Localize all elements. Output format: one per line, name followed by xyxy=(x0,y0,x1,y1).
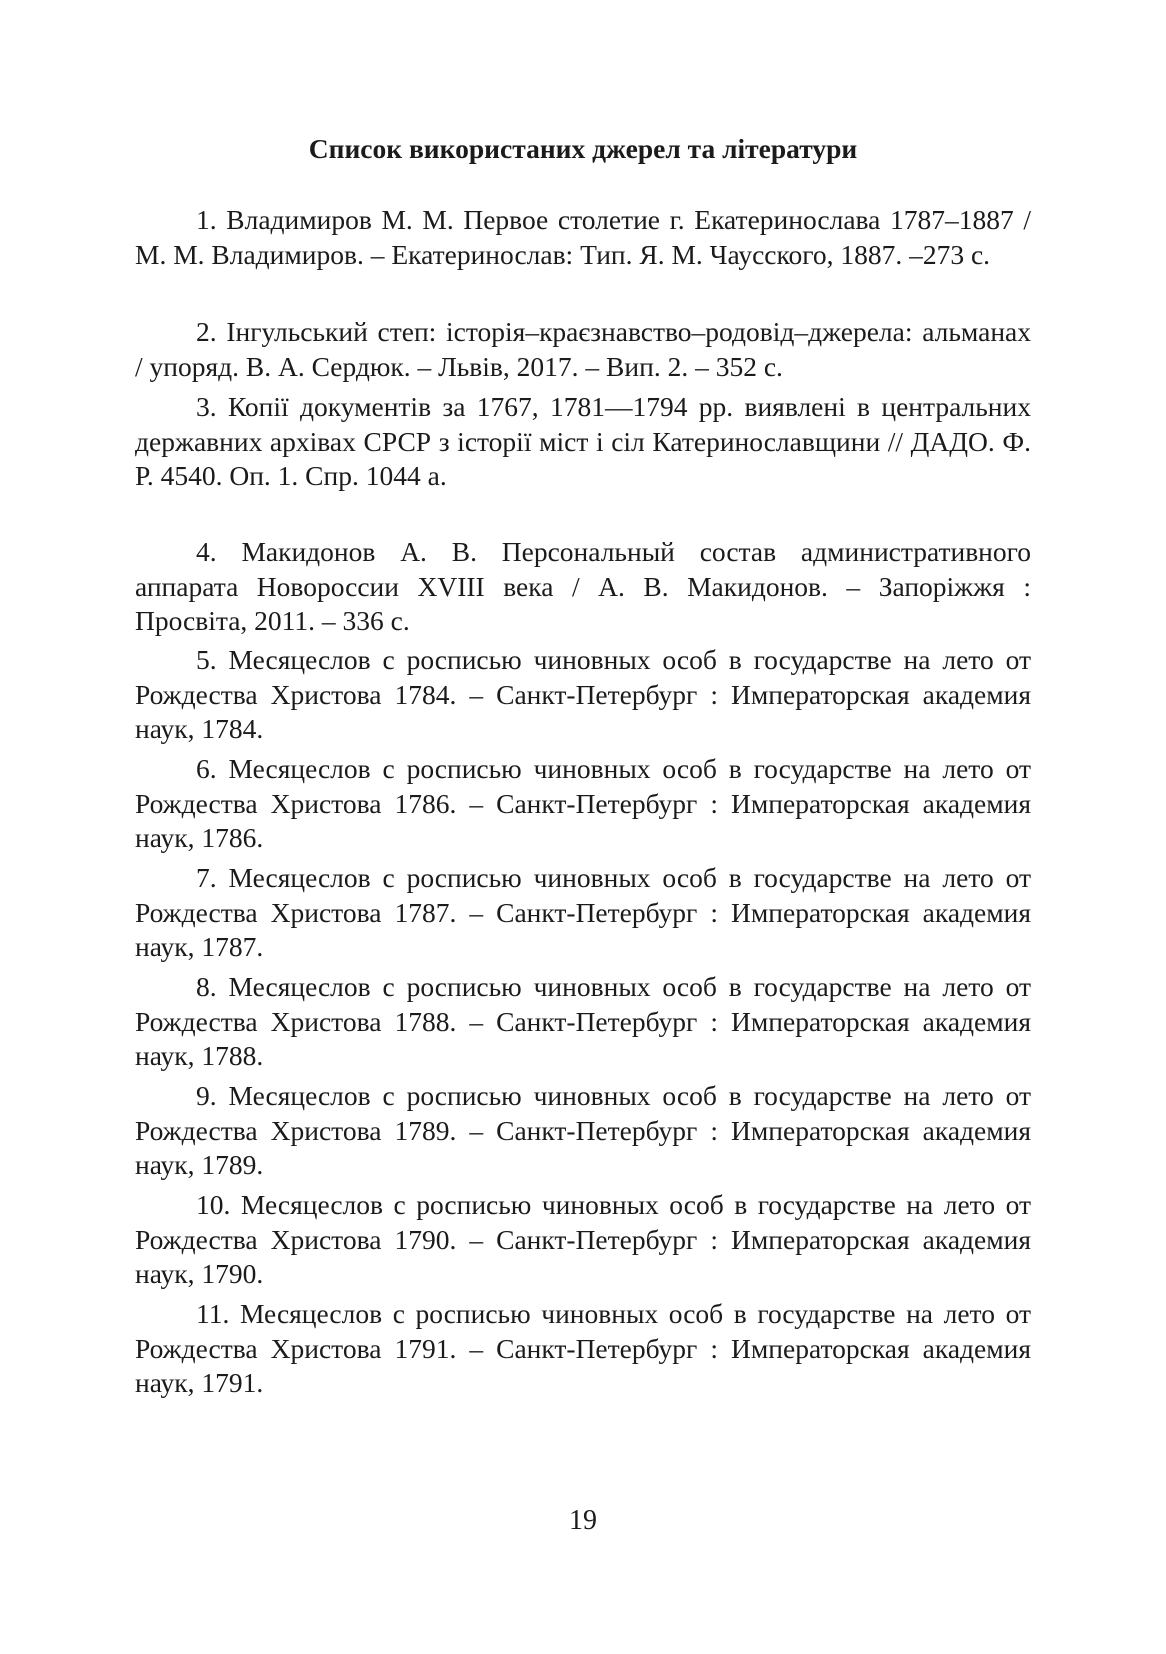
reference-entry-11: 11. Месяцеслов с росписью чиновных особ в государстве на лето от Рождества Христова 1791. – Санкт-Петербург : Императорская академия наук, 1791. xyxy=(135,1298,1031,1398)
reference-entry-3: 3. Копії документів за 1767, 1781—1794 рр. виявлені в центральних державних архівах СРСР з історії міст і сіл Катеринославщини // ДАДО. Ф. Р. 4540. Оп. 1. Спр. 1044 а. xyxy=(135,391,1031,491)
reference-entry-8: 8. Месяцеслов с росписью чиновных особ в государстве на лето от Рождества Христова 1788. – Санкт-Петербург : Императорская академия наук, 1788. xyxy=(135,971,1031,1071)
reference-entry-4: 4. Макидонов А. В. Персональный состав административного аппарата Новороссии XVIII века / А. В. Макидонов. – Запоріжжя : Просвіта, 2011. – 336 с. xyxy=(135,536,1031,636)
reference-entry-5: 5. Месяцеслов с росписью чиновных особ в государстве на лето от Рождества Христова 1784. – Санкт-Петербург : Императорская академия наук, 1784. xyxy=(135,644,1031,744)
reference-entry-10: 10. Месяцеслов с росписью чиновных особ в государстве на лето от Рождества Христова 1790. – Санкт-Петербург : Императорская академия наук, 1790. xyxy=(135,1189,1031,1289)
page-number: 19 xyxy=(569,1505,597,1536)
reference-entry-9: 9. Месяцеслов с росписью чиновных особ в государстве на лето от Рождества Христова 1789. – Санкт-Петербург : Императорская академия наук, 1789. xyxy=(135,1080,1031,1180)
reference-entry-7: 7. Месяцеслов с росписью чиновных особ в государстве на лето от Рождества Христова 1787. – Санкт-Петербург : Императорская академия наук, 1787. xyxy=(135,862,1031,962)
reference-entry-2: 2. Інгульський степ: історія–краєзнавство–родовід–джерела: альманах / упоряд. В. А. Сердюк. – Львів, 2017. – Вип. 2. – 352 с. xyxy=(135,316,1031,382)
reference-entry-1: 1. Владимиров М. М. Первое столетие г. Екатеринослава 1787–1887 / М. М. Владимиров. – Екатеринослав: Тип. Я. М. Чаусского, 1887. –273 с. xyxy=(135,204,1031,270)
reference-entry-6: 6. Месяцеслов с росписью чиновных особ в государстве на лето от Рождества Христова 1786. – Санкт-Петербург : Императорская академия наук, 1786. xyxy=(135,753,1031,853)
page-title: Список використаних джерел та літератури xyxy=(308,133,858,164)
